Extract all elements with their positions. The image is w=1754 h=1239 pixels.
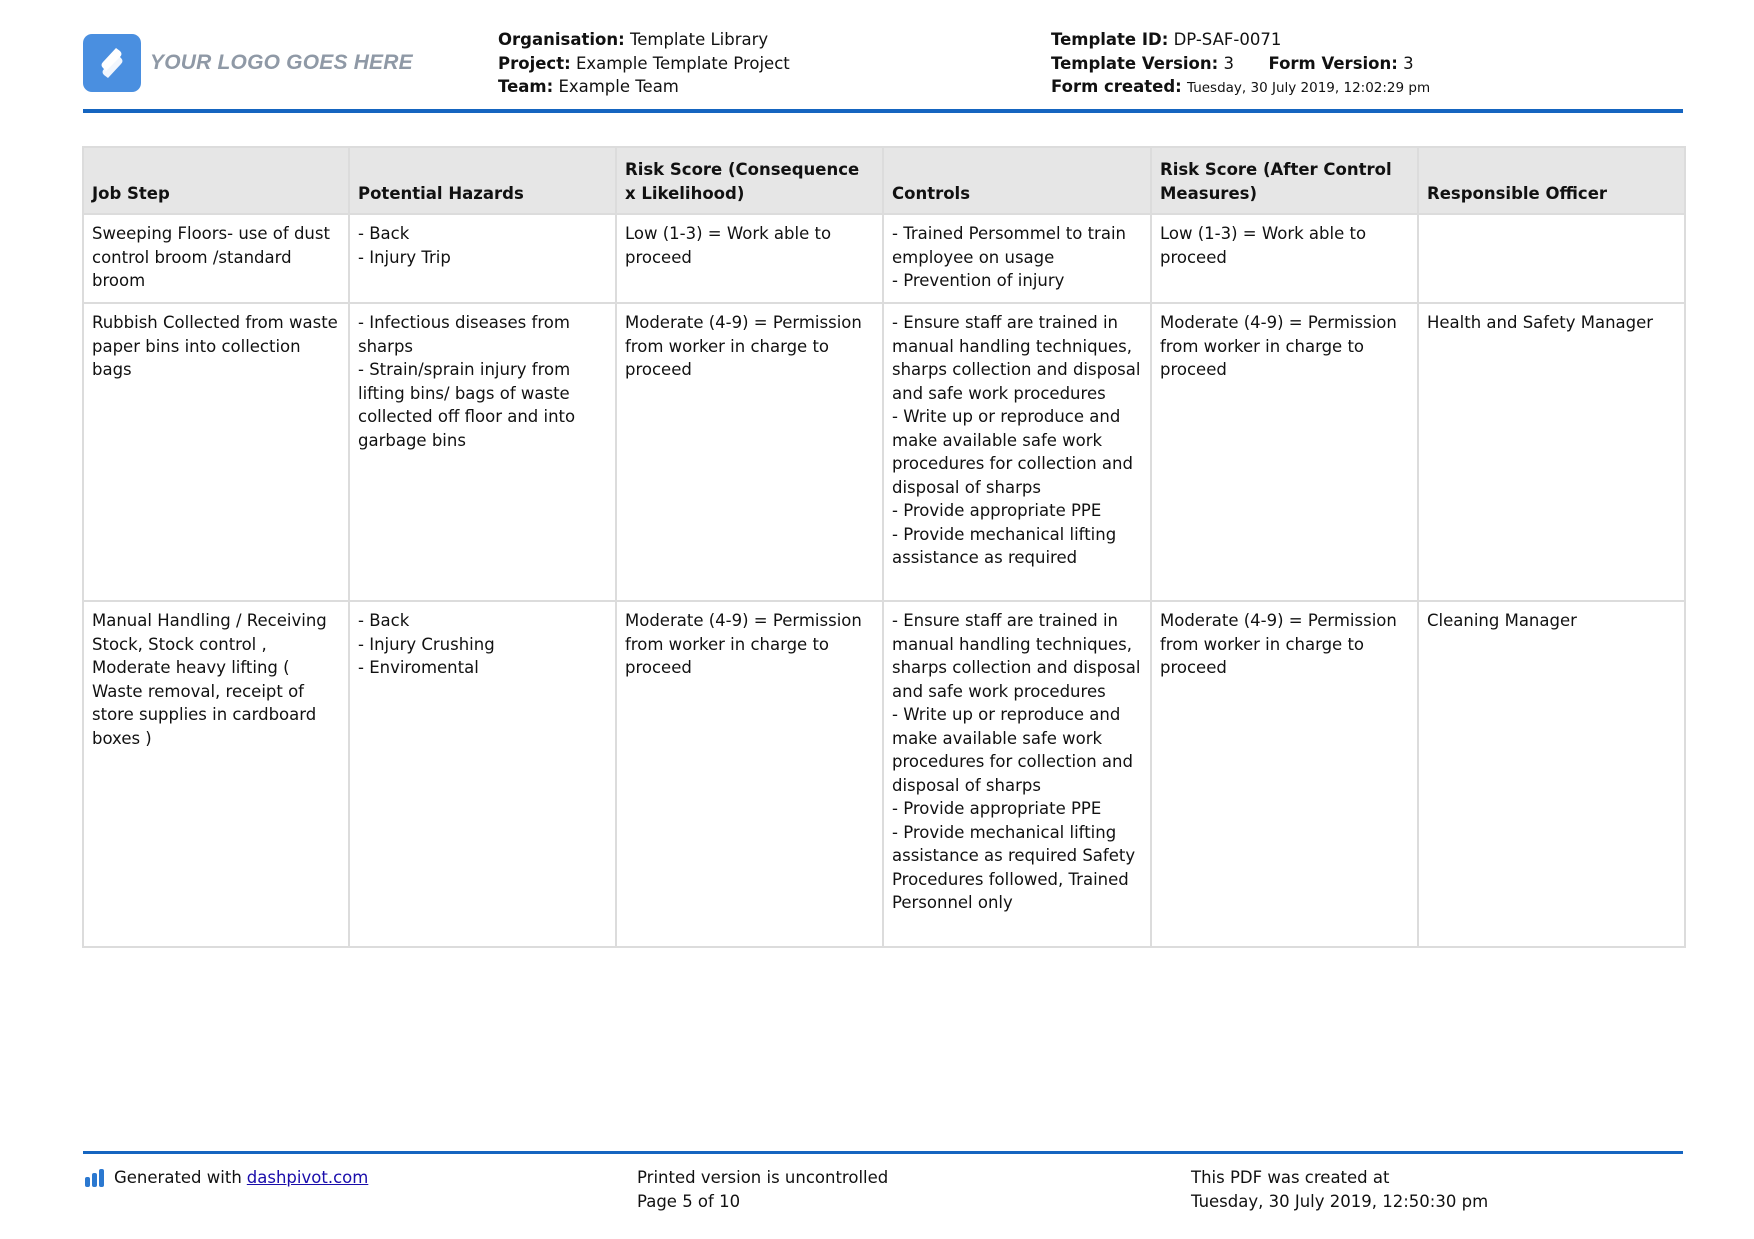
risk-assessment-table-wrapper — [82, 146, 1684, 948]
team-row — [498, 75, 790, 99]
column-header-risk-score: Risk Score (Consequence x Likelihood) — [616, 147, 883, 214]
template-id-label: Template ID: — [1051, 30, 1169, 49]
form-created-row — [1051, 75, 1430, 101]
risk-assessment-table — [82, 146, 1686, 948]
uncontrolled-notice: Printed version is uncontrolled — [637, 1168, 889, 1187]
generated-prefix: Generated with — [114, 1168, 242, 1187]
responsible-officer-cell — [1418, 214, 1685, 303]
table-row — [83, 601, 1685, 947]
page-number: Page 5 of 10 — [637, 1191, 741, 1211]
header-divider — [83, 109, 1683, 113]
job-step-cell: Rubbish Collected from waste paper bins into collection bags — [83, 303, 349, 601]
template-version-label: Template Version: — [1051, 53, 1219, 73]
template-id-row — [1051, 28, 1430, 52]
organisation-value: Template Library — [629, 30, 769, 49]
logo-icon — [83, 34, 141, 92]
project-label: Project: — [498, 53, 571, 73]
header-meta-right — [1051, 28, 1430, 101]
form-created-value: Tuesday, 30 July 2019, 12:02:29 pm — [1187, 80, 1431, 96]
form-created-label: Form created: — [1051, 77, 1182, 96]
potential-hazards-cell: - Infectious diseases from sharps - Strain/sprain injury from lifting bins/ bags of waste collected off floor and into garbage bins — [349, 303, 616, 601]
project-row — [498, 52, 790, 76]
controls-cell: - Trained Persommel to train employee on usage - Prevention of injury — [883, 214, 1151, 303]
footer-created — [1191, 1166, 1488, 1213]
header-meta-left — [498, 28, 790, 99]
pdf-created-date: Tuesday, 30 July 2019, 12:50:30 pm — [1191, 1191, 1489, 1211]
team-label: Team: — [498, 77, 554, 96]
risk-score-after-cell: Moderate (4-9) = Permission from worker in charge to proceed — [1151, 601, 1418, 947]
controls-cell: - Ensure staff are trained in manual handling techniques, sharps collection and disposal and safe work procedures - Write up or reproduce and make available safe work procedures for collection and disposal of sharps - Provide appropriate PPE - Provide mechanical lifting assistance as required Safety Procedures followed, Trained Personnel only — [883, 601, 1151, 947]
table-header-row — [83, 147, 1685, 214]
job-step-cell: Manual Handling / Receiving Stock, Stock control , Moderate heavy lifting ( Waste removal, receipt of store supplies in cardboard boxes ) — [83, 601, 349, 947]
column-header-responsible-officer: Responsible Officer — [1418, 147, 1685, 214]
document-header — [83, 28, 1683, 110]
potential-hazards-cell: - Back - Injury Trip — [349, 214, 616, 303]
column-header-potential-hazards: Potential Hazards — [349, 147, 616, 214]
footer-divider — [83, 1151, 1683, 1154]
form-version-value: 3 — [1403, 53, 1414, 73]
table-row — [83, 214, 1685, 303]
project-value: Example Template Project — [575, 53, 790, 73]
dashpivot-link[interactable]: dashpivot.com — [246, 1168, 369, 1187]
bar-chart-icon — [85, 1169, 106, 1187]
footer-page-info — [637, 1166, 888, 1213]
template-id-value: DP-SAF-0071 — [1173, 30, 1282, 49]
logo — [83, 34, 413, 92]
risk-score-cell: Moderate (4-9) = Permission from worker in charge to proceed — [616, 601, 883, 947]
potential-hazards-cell: - Back - Injury Crushing - Enviromental — [349, 601, 616, 947]
column-header-job-step: Job Step — [83, 147, 349, 214]
organisation-label: Organisation: — [498, 30, 625, 49]
pdf-created-label: This PDF was created at — [1191, 1168, 1390, 1187]
risk-score-cell: Moderate (4-9) = Permission from worker in charge to proceed — [616, 303, 883, 601]
template-version-value: 3 — [1223, 53, 1234, 73]
column-header-risk-score-after: Risk Score (After Control Measures) — [1151, 147, 1418, 214]
column-header-controls: Controls — [883, 147, 1151, 214]
footer-generated — [85, 1166, 368, 1190]
risk-score-after-cell: Moderate (4-9) = Permission from worker in charge to proceed — [1151, 303, 1418, 601]
version-row — [1051, 52, 1430, 76]
logo-text: YOUR LOGO GOES HERE — [150, 51, 413, 74]
team-value: Example Team — [558, 77, 679, 96]
responsible-officer-cell: Cleaning Manager — [1418, 601, 1685, 947]
risk-score-cell: Low (1-3) = Work able to proceed — [616, 214, 883, 303]
table-row — [83, 303, 1685, 601]
responsible-officer-cell: Health and Safety Manager — [1418, 303, 1685, 601]
form-version-label: Form Version: — [1268, 53, 1398, 73]
controls-cell: - Ensure staff are trained in manual handling techniques, sharps collection and disposal and safe work procedures - Write up or reproduce and make available safe work procedures for collection and disposal of sharps - Provide appropriate PPE - Provide mechanical lifting assistance as required — [883, 303, 1151, 601]
organisation-row — [498, 28, 790, 52]
job-step-cell: Sweeping Floors- use of dust control broom /standard broom — [83, 214, 349, 303]
risk-score-after-cell: Low (1-3) = Work able to proceed — [1151, 214, 1418, 303]
